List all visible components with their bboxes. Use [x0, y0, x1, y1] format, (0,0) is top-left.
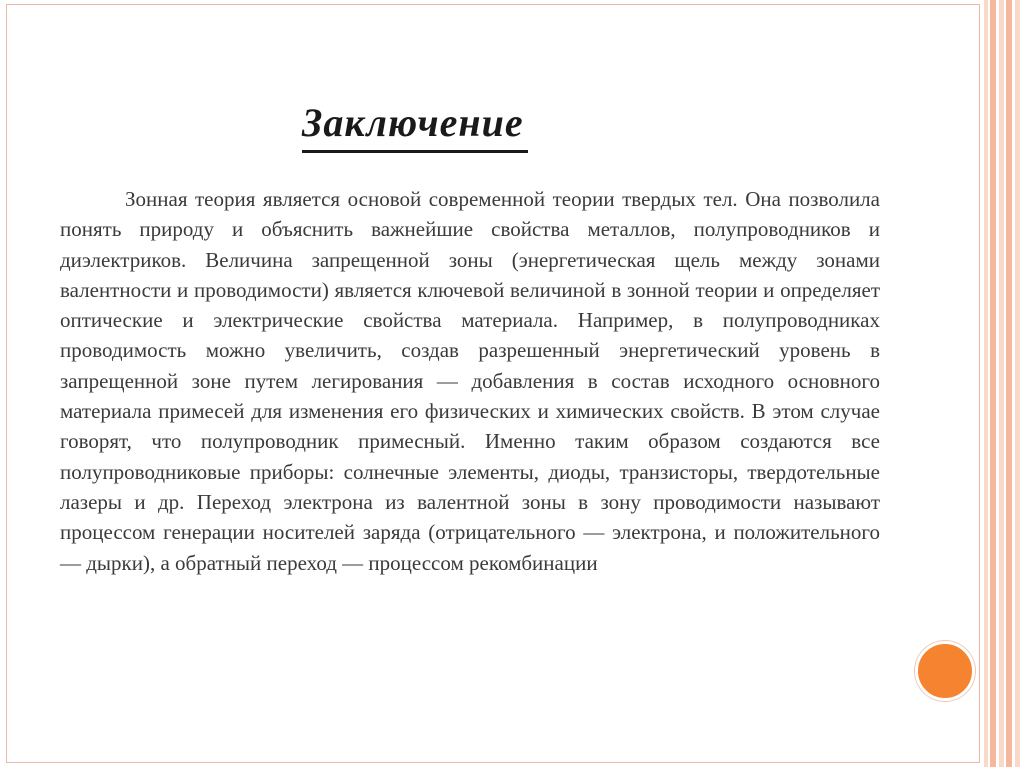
orange-circle-icon	[915, 641, 975, 701]
slide-body-text: Зонная теория является основой современной теории твердых тел. Она позволила понять природу и объяснить важнейшие свойства металлов, полупроводников и диэлектриков. Величина запрещенной зоны (энергетическая щель между зонами валентности и проводимости) является ключевой величиной в зонной теории и определяет оптические и электрические свойства материала. Например, в полупроводниках проводимость можно увеличить, создав разрешенный энергетический уровень в запрещенной зоне путем легирования — добавления в состав исходного основного материала примесей для изменения его физических и химических свойств. В этом случае говорят, что полупроводник примесный. Именно таким образом создаются все полупроводниковые приборы: солнечные элементы, диоды, транзисторы, твердотельные лазеры и др. Переход электрона из валентной зоны в зону проводимости называют процессом генерации носителей заряда (отрицательного — электрона, и положительного — дырки), а обратный переход — процессом рекомбинации	[60, 187, 880, 575]
decorative-stripes	[980, 0, 1024, 767]
stripe	[990, 0, 996, 767]
stripe	[1006, 0, 1012, 767]
stripe	[984, 0, 988, 767]
stripe	[1015, 0, 1020, 767]
stripe	[999, 0, 1004, 767]
slide-title: Заключение	[302, 96, 528, 153]
